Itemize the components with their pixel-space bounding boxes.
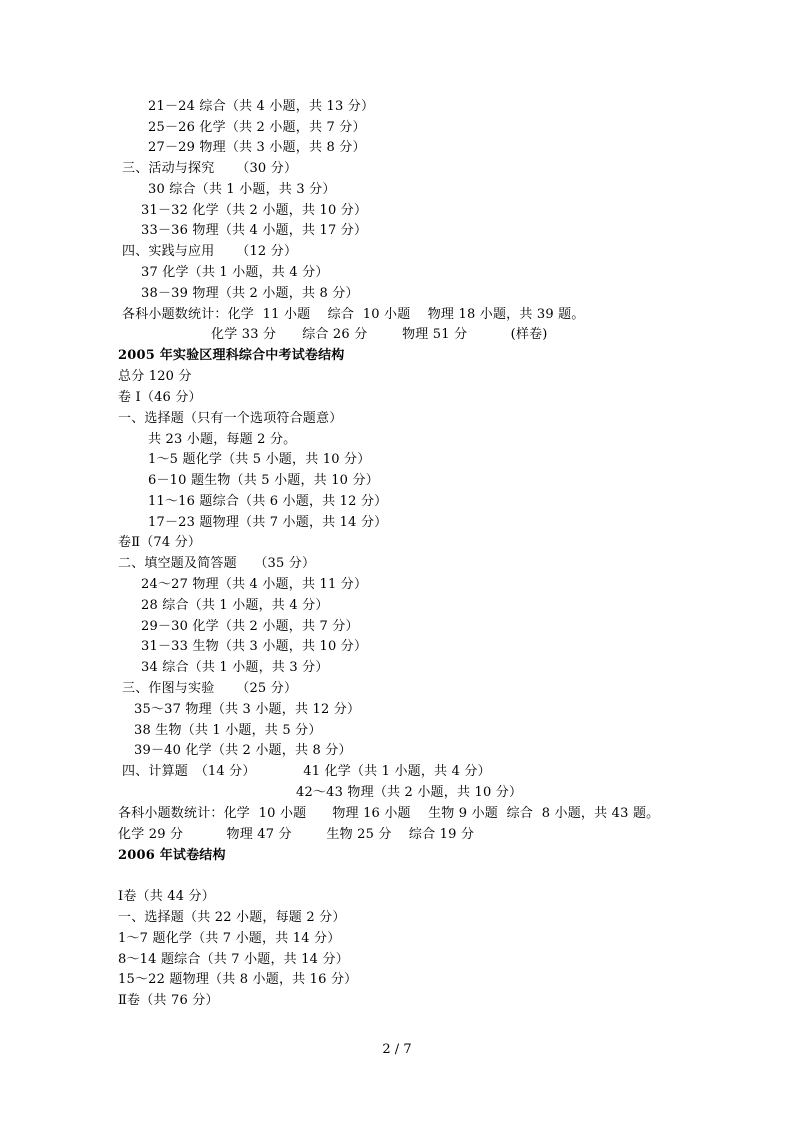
- text-line: 33－36 物理（共 4 小题，共 17 分）: [141, 223, 368, 238]
- section-heading: 二、填空题及简答题 （35 分）: [118, 556, 316, 571]
- text-line: 15～22 题物理（共 8 小题，共 16 分）: [118, 972, 358, 987]
- page-number: 2 / 7: [382, 1042, 412, 1057]
- text-line: 37 化学（共 1 小题，共 4 分）: [141, 265, 329, 280]
- text-line: 卷 I（46 分）: [118, 390, 202, 405]
- text-line: 1～7 题化学（共 7 小题，共 14 分）: [118, 931, 341, 946]
- section-heading: 一、选择题（共 22 小题，每题 2 分）: [118, 910, 346, 925]
- text-line: 6－10 题生物（共 5 小题，共 10 分）: [148, 473, 379, 488]
- section-heading: 四、计算题 （14 分） 41 化学（共 1 小题，共 4 分）: [122, 764, 491, 779]
- text-line: 8～14 题综合（共 7 小题，共 14 分）: [118, 952, 349, 967]
- text-line: 共 23 小题，每题 2 分。: [148, 432, 297, 447]
- section-heading: 三、作图与实验 （25 分）: [122, 681, 298, 696]
- text-line: 30 综合（共 1 小题，共 3 分）: [148, 182, 336, 197]
- text-line: 24～27 物理（共 4 小题，共 11 分）: [141, 577, 368, 592]
- section-title: 2005 年实验区理科综合中考试卷结构: [118, 348, 345, 363]
- text-line: 34 综合（共 1 小题，共 3 分）: [141, 660, 329, 675]
- text-line: 11～16 题综合（共 6 小题，共 12 分）: [148, 494, 388, 509]
- text-line: 25－26 化学（共 2 小题，共 7 分）: [148, 120, 366, 135]
- text-line: 17－23 题物理（共 7 小题，共 14 分）: [148, 515, 388, 530]
- text-line: Ⅰ卷（共 44 分）: [118, 889, 215, 904]
- summary-line: 各科小题数统计：化学 11 小题 综合 10 小题 物理 18 小题，共 39 题。: [122, 307, 585, 322]
- text-line: 39－40 化学（共 2 小题，共 8 分）: [134, 743, 352, 758]
- text-line: 31－32 化学（共 2 小题，共 10 分）: [141, 203, 368, 218]
- summary-line: 化学 33 分 综合 26 分 物理 51 分 (样卷): [211, 327, 548, 342]
- text-line: 卷Ⅱ（74 分）: [118, 535, 202, 550]
- text-line: 总分 120 分: [118, 369, 192, 384]
- section-heading: 四、实践与应用 （12 分）: [122, 244, 298, 259]
- text-line: 38 生物（共 1 小题，共 5 分）: [134, 723, 322, 738]
- text-line: 35～37 物理（共 3 小题，共 12 分）: [134, 702, 361, 717]
- text-line: 29－30 化学（共 2 小题，共 7 分）: [141, 619, 359, 634]
- text-line: 27－29 物理（共 3 小题，共 8 分）: [148, 140, 366, 155]
- text-line: 21－24 综合（共 4 小题，共 13 分）: [148, 99, 375, 114]
- section-heading: 一、选择题（只有一个选项符合题意）: [118, 411, 343, 426]
- text-line: 28 综合（共 1 小题，共 4 分）: [141, 598, 329, 613]
- summary-line: 化学 29 分 物理 47 分 生物 25 分 综合 19 分: [118, 827, 475, 842]
- text-line: 31－33 生物（共 3 小题，共 10 分）: [141, 639, 368, 654]
- text-line: 42～43 物理（共 2 小题，共 10 分）: [296, 785, 523, 800]
- summary-line: 各科小题数统计：化学 10 小题 物理 16 小题 生物 9 小题 综合 8 小题，共 43 题。: [118, 806, 660, 821]
- text-line: 1～5 题化学（共 5 小题，共 10 分）: [148, 452, 371, 467]
- text-line: 38－39 物理（共 2 小题，共 8 分）: [141, 286, 359, 301]
- section-heading: 三、活动与探究 （30 分）: [122, 161, 298, 176]
- section-title: 2006 年试卷结构: [118, 848, 226, 863]
- text-line: Ⅱ卷（共 76 分）: [118, 993, 219, 1008]
